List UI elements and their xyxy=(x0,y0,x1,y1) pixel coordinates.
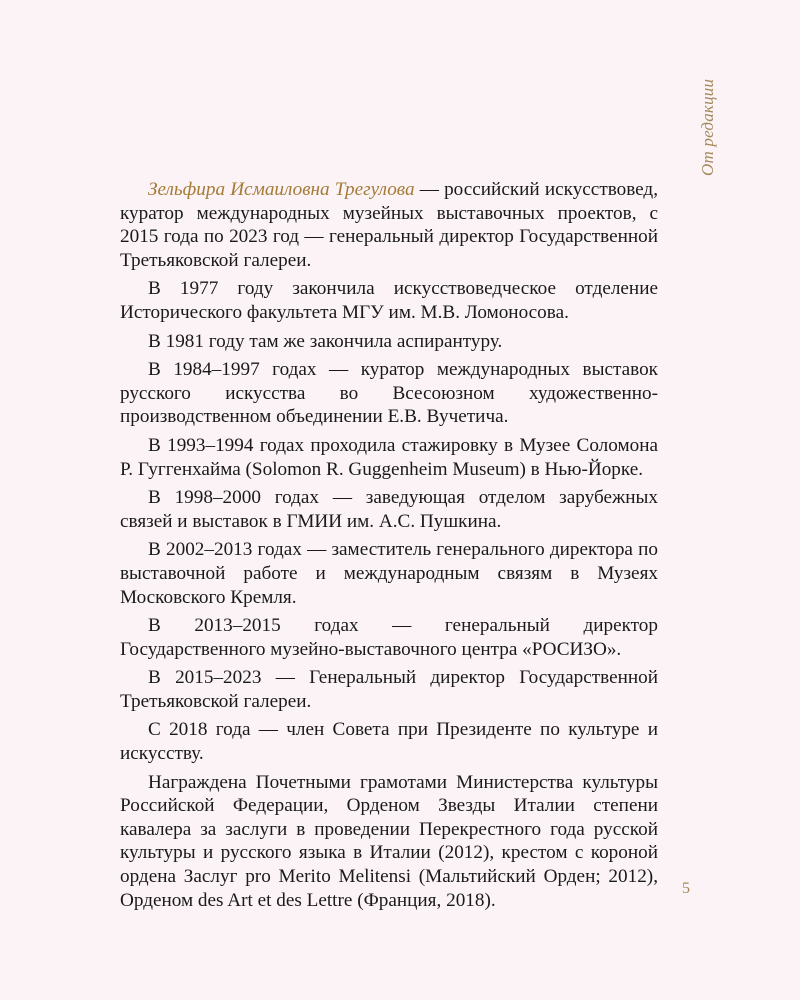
paragraph-education: В 1977 году закончила искусствоведческое отделение Исторического факультета МГУ им. М.В. Ломоносова. xyxy=(120,278,658,323)
paragraph-tretyakov: В 2015–2023 — Генеральный директор Государственной Третьяковской галереи. xyxy=(120,667,658,712)
paragraph-pushkin-museum: В 1998–2000 годах — заведующая отделом зарубежных связей и выставок в ГМИИ им. А.С. Пушкина. xyxy=(120,487,658,532)
biography-text xyxy=(120,178,658,912)
paragraph-curator: В 1984–1997 годах — куратор международных выставок русского искусства во Всесоюзном художественно-производственном объединении Е.В. Вучетича. xyxy=(120,359,658,428)
paragraph-kremlin-museums: В 2002–2013 годах — заместитель генерального директора по выставочной работе и международным связям в Музеях Московского Кремля. xyxy=(120,539,658,608)
paragraph-postgraduate: В 1981 году там же закончила аспирантуру. xyxy=(148,330,503,352)
paragraph-internship: В 1993–1994 годах проходила стажировку в Музее Соломона Р. Гуггенхайма (Solomon R. Guggenheim Museum) в Нью-Йорке. xyxy=(120,434,658,480)
person-name: Зельфира Исмаиловна Трегулова xyxy=(148,179,415,200)
intro-text: — российский искусствовед, куратор международных музейных выставочных проектов, с 2015 года по 2023 год — генеральный директор Государственной Третьяковской галереи. xyxy=(120,179,658,271)
running-head xyxy=(680,78,717,188)
intro-paragraph xyxy=(120,178,658,272)
page-number: 5 xyxy=(682,880,690,897)
paragraph-council: С 2018 года — член Совета при Президенте по культуре и искусству. xyxy=(120,719,658,765)
paragraph-awards: Награждена Почетными грамотами Министерства культуры Российской Федерации, Орденом Звезды Италии степени кавалера за заслуги в проведении Перекрестного года русской культуры и русского языка в Италии (2012), крестом с короной ордена Заслуг pro Merito Melitensi (Мальтийский Орден; 2012), Орденом des Art et des Lettre (Франция, 2018). xyxy=(120,771,658,911)
paragraph-rosizo: В 2013–2015 годах — генеральный директор Государственного музейно-выставочного центра «РОСИЗО». xyxy=(120,615,658,660)
running-head-text: От редакции xyxy=(698,78,717,176)
